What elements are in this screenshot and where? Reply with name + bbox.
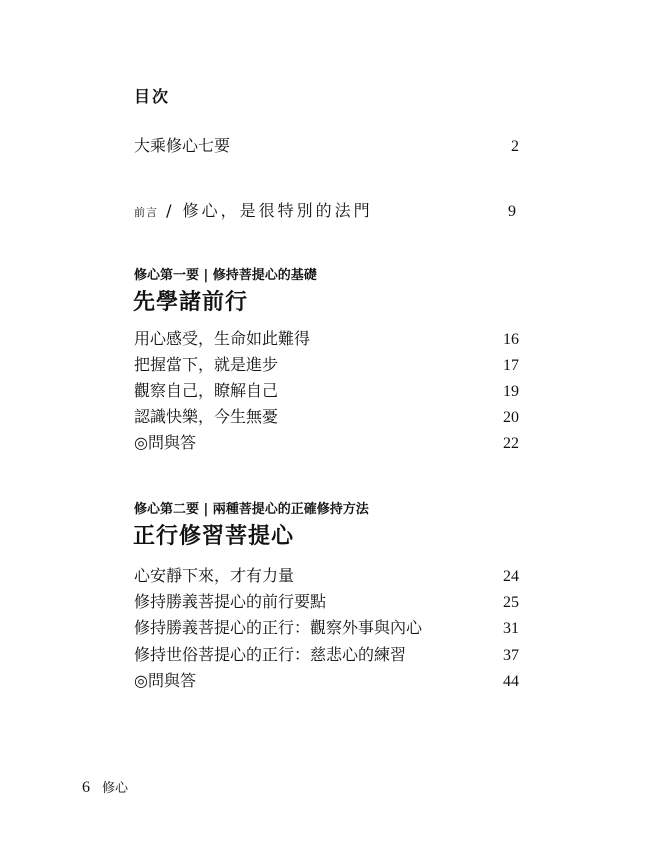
section-title: 先學諸前行 xyxy=(133,290,249,315)
toc-entry-title: 把握當下，就是進步 xyxy=(134,355,279,374)
preface-title-group xyxy=(134,201,373,223)
running-title: 修心 xyxy=(102,781,129,796)
toc-entry[interactable] xyxy=(134,381,519,402)
preface-title: 修心，是很特別的法門 xyxy=(182,201,373,220)
toc-entry[interactable] xyxy=(134,645,519,666)
toc-entry[interactable] xyxy=(134,566,519,587)
toc-entry-title: 認識快樂，今生無憂 xyxy=(134,407,279,426)
toc-entry[interactable] xyxy=(134,136,519,157)
toc-entry[interactable] xyxy=(134,329,519,350)
toc-entry[interactable] xyxy=(134,592,519,613)
toc-entry-page: 22 xyxy=(503,435,519,452)
section-title: 正行修習菩提心 xyxy=(133,524,295,549)
toc-entry-page: 16 xyxy=(503,331,519,348)
toc-entry-title: 心安靜下來，才有力量 xyxy=(134,566,295,585)
toc-entry-page: 2 xyxy=(511,138,519,155)
toc-entry[interactable] xyxy=(134,433,519,454)
toc-heading: 目次 xyxy=(134,87,171,106)
toc-entry-title: 觀察自己，瞭解自己 xyxy=(134,381,279,400)
toc-entry[interactable] xyxy=(134,407,519,428)
toc-entry[interactable] xyxy=(134,671,519,692)
toc-entry-page: 24 xyxy=(503,568,519,585)
toc-entry-page: 17 xyxy=(503,357,519,374)
toc-entry-page: 25 xyxy=(503,594,519,611)
folio-number: 6 xyxy=(82,779,90,796)
toc-entry-title: ◎問與答 xyxy=(134,671,196,690)
toc-entry-page: 31 xyxy=(503,620,519,637)
toc-entry-page: 44 xyxy=(503,673,519,690)
toc-entry-title: 修持勝義菩提心的正行：觀察外事與內心 xyxy=(134,618,423,637)
preface-tag: 前言 xyxy=(134,206,158,219)
preface-separator: / xyxy=(158,201,183,220)
toc-entry[interactable] xyxy=(134,618,519,639)
toc-entry-page: 20 xyxy=(503,409,519,426)
toc-entry-page: 9 xyxy=(508,203,519,220)
toc-entry-title: 用心感受，生命如此難得 xyxy=(134,329,311,348)
toc-entry-title: ◎問與答 xyxy=(134,433,196,452)
toc-entry-title: 修持勝義菩提心的前行要點 xyxy=(134,592,327,611)
section-label: 修心第一要 | 修持菩提心的基礎 xyxy=(134,268,317,283)
toc-entry[interactable] xyxy=(134,355,519,376)
section-label: 修心第二要 | 兩種菩提心的正確修持方法 xyxy=(134,502,369,517)
toc-entry-page: 37 xyxy=(503,647,519,664)
toc-entry-title: 修持世俗菩提心的正行：慈悲心的練習 xyxy=(134,645,407,664)
toc-entry-title: 大乘修心七要 xyxy=(134,136,231,155)
toc-entry-page: 19 xyxy=(503,383,519,400)
toc-entry-preface[interactable] xyxy=(134,201,519,223)
page-footer xyxy=(82,777,128,797)
